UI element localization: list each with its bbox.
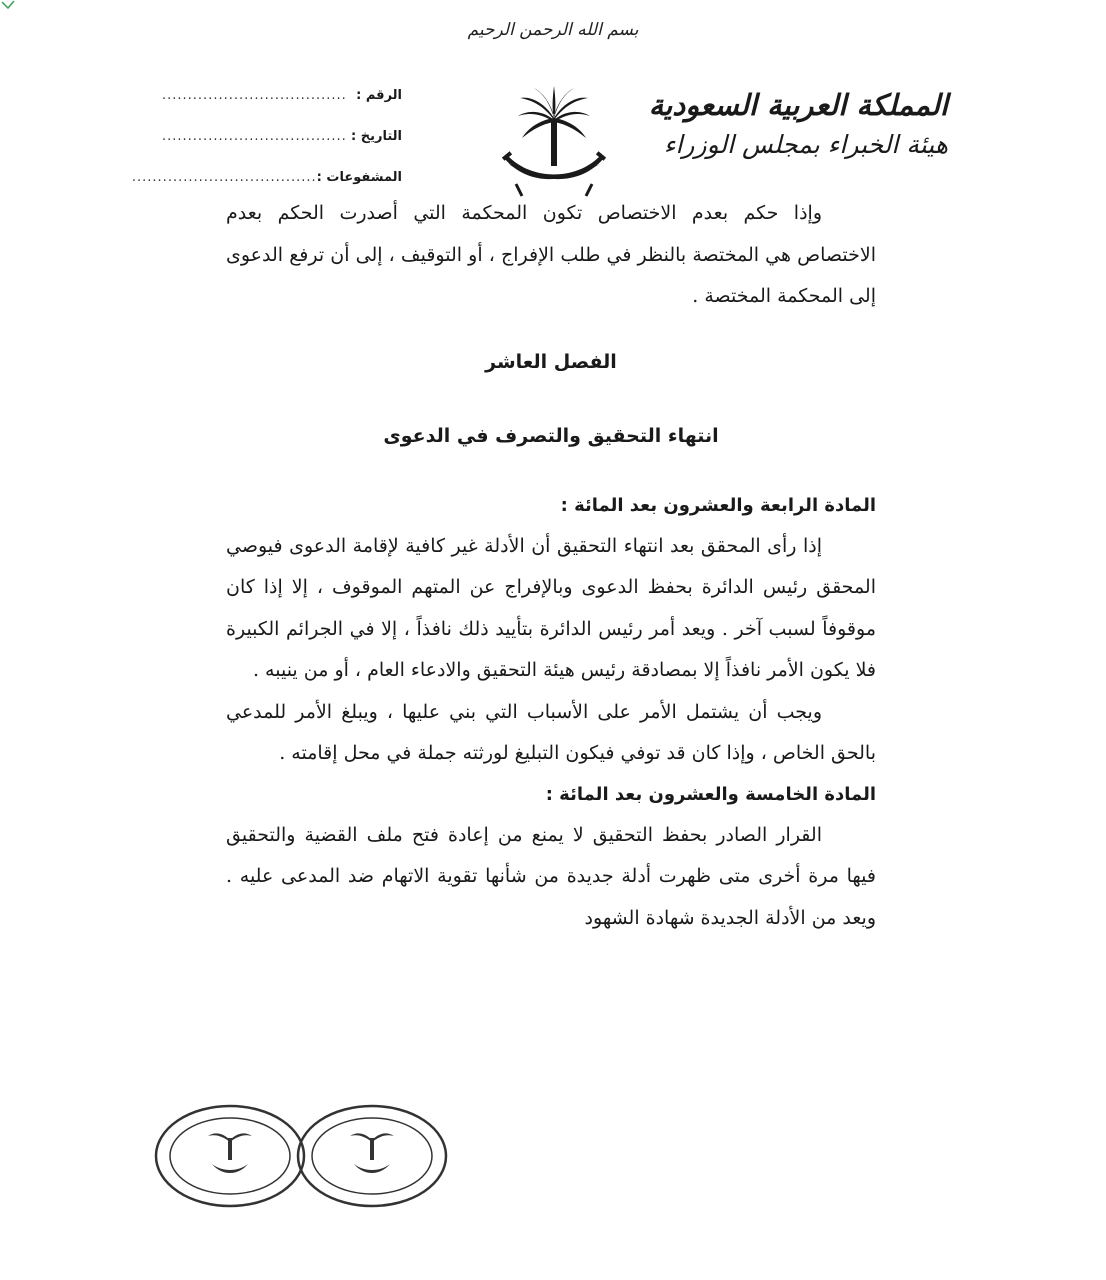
chapter-title: انتهاء التحقيق والتصرف في الدعوى [383, 424, 719, 447]
article-124-paragraph-1: إذا رأى المحقق بعد انتهاء التحقيق أن الأدلة غير كافية لإقامة الدعوى فيوصي المحقق رئيس الدائرة بحفظ الدعوى وبالإفراج عن المتهم الموقوف ، إلا إذا كان موقوفاً لسبب آخر . ويعد أمر رئيس الدائرة بتأييد ذلك نافذاً ، إلا في الجرائم الكبيرة فلا يكون الأمر نافذاً إلا بمصادقة رئيس هيئة التحقيق والادعاء العام ، أو من ينيبه . [226, 534, 876, 681]
agency-name: هيئة الخبراء بمجلس الوزراء [663, 130, 948, 159]
chapter-heading: الفصل العاشر [485, 350, 617, 373]
letterhead-title [628, 84, 948, 164]
article-125-paragraph-1: القرار الصادر بحفظ التحقيق لا يمنع من إعادة فتح ملف القضية والتحقيق فيها مرة أخرى متى ظهرت أدلة جديدة من شأنها تقوية الاتهام ضد المدعى عليه . ويعد من الأدلة الجديدة شهادة الشهود [226, 823, 876, 929]
official-stamps [150, 1100, 450, 1212]
kingdom-name: المملكة العربية السعودية [648, 88, 948, 122]
basmala: بسم الله الرحمن الرحيم [467, 20, 639, 40]
corner-mark-icon [0, 0, 16, 10]
article-124-heading: المادة الرابعة والعشرون بعد المائة : [560, 494, 876, 516]
article-125-heading: المادة الخامسة والعشرون بعد المائة : [545, 783, 876, 805]
meta-number-row [162, 88, 402, 129]
meta-value: .................................... [162, 129, 347, 144]
meta-value: .................................... [162, 88, 347, 103]
meta-date-row [162, 129, 402, 170]
meta-value: .................................... [131, 170, 317, 185]
meta-label: الرقم : [356, 88, 402, 103]
intro-paragraph: وإذا حكم بعدم الاختصاص تكون المحكمة التي أصدرت الحكم بعدم الاختصاص هي المختصة بالنظر في طلب الإفراج ، أو التوقيف ، إلى أن ترفع الدعوى إلى المحكمة المختصة . [226, 202, 876, 307]
article-124-paragraph-2: ويجب أن يشتمل الأمر على الأسباب التي بني عليها ، ويبلغ الأمر للمدعي بالحق الخاص ، وإذا كان قد توفي فيكون التبليغ لورثته جملة في محل إقامته . [226, 700, 876, 764]
meta-label: المشفوعات : [316, 170, 402, 185]
document-body [226, 193, 876, 939]
saudi-emblem-icon [498, 84, 610, 202]
meta-label: التاريخ : [351, 129, 402, 144]
